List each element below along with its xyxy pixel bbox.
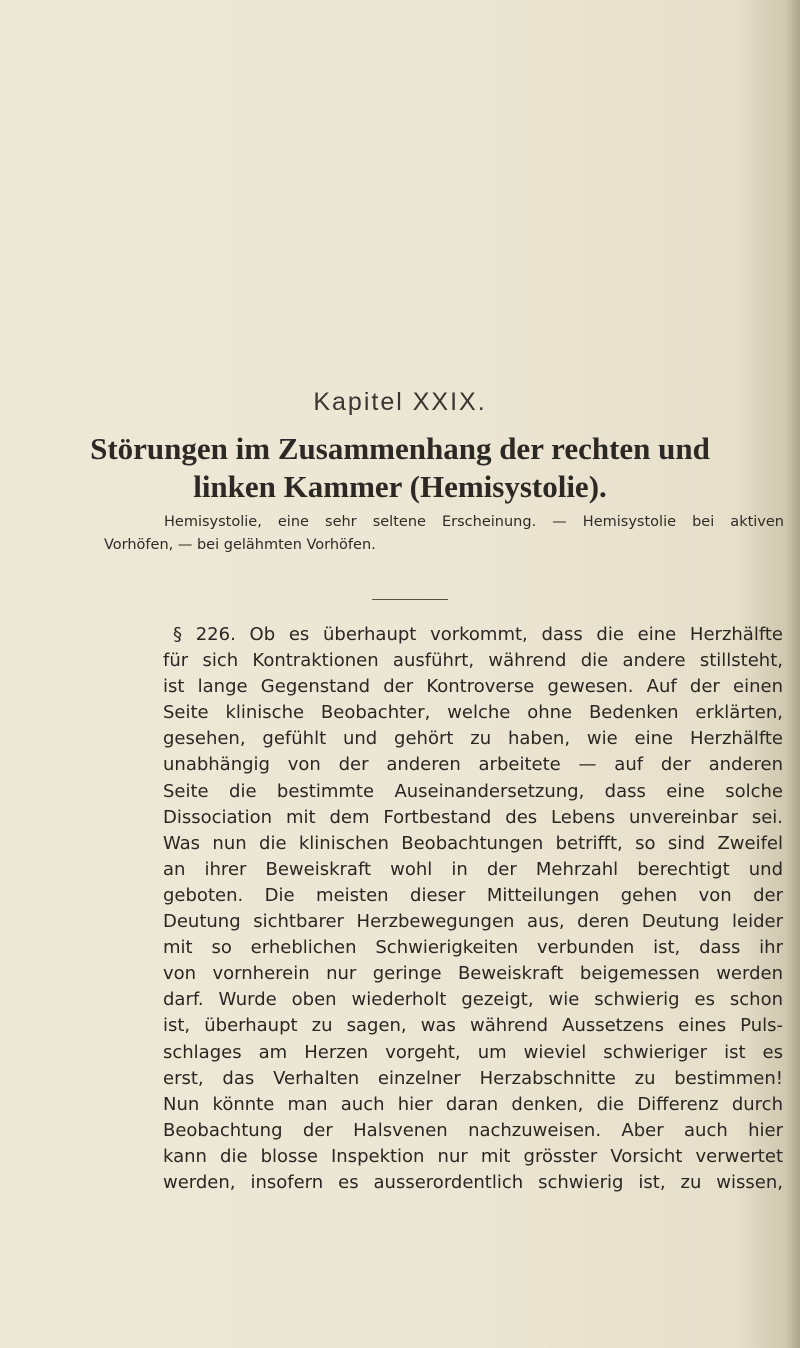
summary-line: Vorhöfen, — bei gelähmten Vorhöfen.	[104, 537, 376, 553]
summary-line: Hemisystolie, eine sehr seltene Erscheinung. — Hemisystolie bei aktiven	[164, 514, 784, 530]
text-line: geboten. Die meisten dieser Mitteilungen gehen von der	[163, 884, 783, 906]
text-line: darf. Wurde oben wiederholt gezeigt, wie schwierig es schon	[163, 989, 783, 1011]
text-line: erst, das Verhalten einzelner Herzabschnitte zu bestimmen!	[163, 1067, 783, 1089]
section-divider	[372, 599, 448, 600]
chapter-title-line: Störungen im Zusammenhang der rechten und	[90, 431, 710, 466]
chapter-title	[0, 430, 800, 506]
text-line: Was nun die klinischen Beobachtungen betrifft, so sind Zweifel	[163, 832, 783, 854]
text-line: ist, überhaupt zu sagen, was während Aussetzens eines Puls-	[163, 1015, 783, 1037]
text-line: Seite die bestimmte Auseinandersetzung, dass eine solche	[163, 780, 783, 802]
text-line: Seite klinische Beobachter, welche ohne Bedenken erklärten,	[163, 702, 783, 724]
text-line: schlages am Herzen vorgeht, um wieviel schwieriger ist es	[163, 1041, 783, 1063]
text-line: Deutung sichtbarer Herzbewegungen aus, deren Deutung leider	[163, 911, 783, 933]
chapter-title-line: linken Kammer (Hemisystolie).	[193, 469, 607, 504]
text-line: von vornherein nur geringe Beweiskraft beigemessen werden	[163, 963, 783, 985]
text-line: gesehen, gefühlt und gehört zu haben, wie eine Herzhälfte	[163, 728, 783, 750]
chapter-summary	[104, 511, 784, 557]
chapter-heading: Kapitel XXIX.	[313, 388, 487, 416]
text-line: an ihrer Beweiskraft wohl in der Mehrzahl berechtigt und	[163, 858, 783, 880]
text-line: § 226. Ob es überhaupt vorkommt, dass die eine Herzhälfte	[173, 624, 783, 645]
text-line: Dissociation mit dem Fortbestand des Lebens unvereinbar sei.	[163, 806, 783, 828]
text-line: Nun könnte man auch hier daran denken, die Differenz durch	[163, 1093, 783, 1115]
text-line: kann die blosse Inspektion nur mit grösster Vorsicht verwertet	[163, 1145, 783, 1167]
section-226-text	[163, 622, 783, 1196]
text-line: mit so erheblichen Schwierigkeiten verbunden ist, dass ihr	[163, 937, 783, 959]
text-line: Beobachtung der Halsvenen nachzuweisen. Aber auch hier	[163, 1119, 783, 1141]
text-line: werden, insofern es ausserordentlich schwierig ist, zu wissen,	[163, 1171, 783, 1193]
text-line: ist lange Gegenstand der Kontroverse gewesen. Auf der einen	[163, 676, 783, 698]
text-line: unabhängig von der anderen arbeitete — auf der anderen	[163, 754, 783, 776]
page-edge-shadow	[786, 0, 800, 1348]
text-line: für sich Kontraktionen ausführt, während die andere stillsteht,	[163, 650, 783, 672]
